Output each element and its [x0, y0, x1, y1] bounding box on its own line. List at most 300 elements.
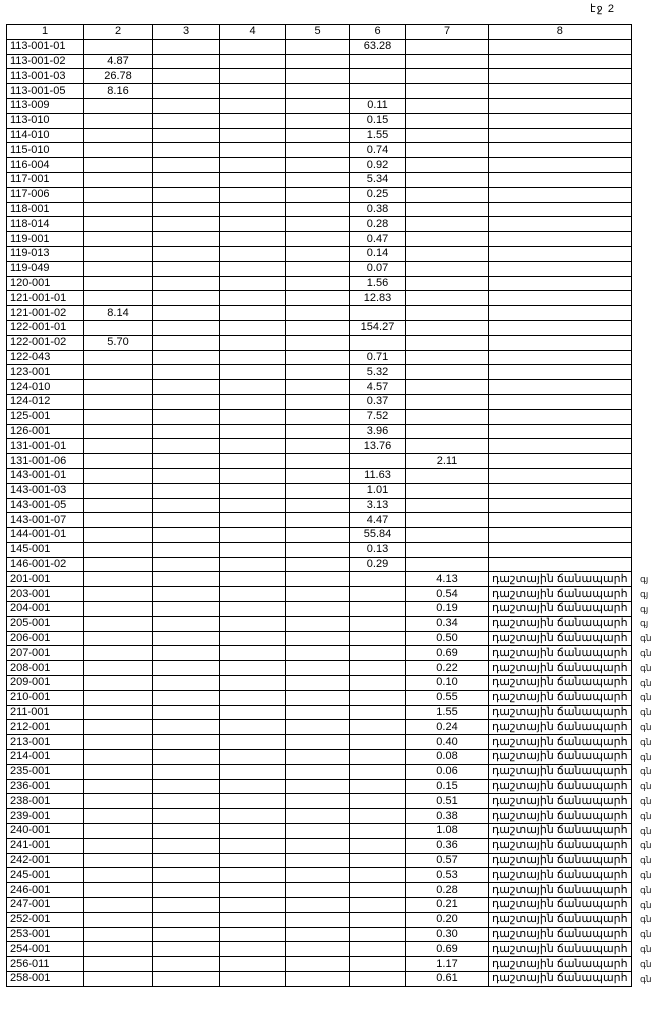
table-cell-col2	[84, 468, 153, 483]
table-cell-col6: 1.56	[350, 276, 406, 291]
table-cell-col1: 113-001-02	[7, 54, 84, 69]
table-cell-col2	[84, 735, 153, 750]
table-cell-col6	[350, 84, 406, 99]
table-cell-col7: 1.08	[406, 824, 489, 839]
table-cell-col3	[153, 158, 220, 173]
table-cell-col8: դաշտային ճանապարհ	[489, 631, 632, 646]
table-cell-col8: դաշտային ճանապարհ	[489, 616, 632, 631]
page-number-label: էջ 2	[590, 3, 615, 15]
table-cell-col3	[153, 853, 220, 868]
table-cell-col8	[489, 483, 632, 498]
table-cell-col2	[84, 838, 153, 853]
table-cell-col6	[350, 720, 406, 735]
table-cell-col3	[153, 350, 220, 365]
table-cell-col3	[153, 572, 220, 587]
table-cell-col7	[406, 172, 489, 187]
table-row	[7, 676, 632, 691]
table-cell-col7	[406, 187, 489, 202]
table-cell-col3	[153, 764, 220, 779]
table-cell-col5	[286, 439, 350, 454]
table-cell-col3	[153, 557, 220, 572]
table-cell-col2	[84, 750, 153, 765]
table-cell-col1: 206-001	[7, 631, 84, 646]
margin-mark: գն	[640, 825, 652, 836]
table-cell-col8	[489, 39, 632, 54]
table-cell-col5	[286, 542, 350, 557]
table-cell-col1: 121-001-01	[7, 291, 84, 306]
table-cell-col6: 0.28	[350, 217, 406, 232]
table-cell-col2	[84, 483, 153, 498]
table-cell-col4	[220, 128, 286, 143]
table-cell-col5	[286, 306, 350, 321]
table-cell-col3	[153, 172, 220, 187]
table-cell-col3	[153, 335, 220, 350]
table-cell-col6	[350, 335, 406, 350]
table-cell-col1: 113-001-05	[7, 84, 84, 99]
table-cell-col3	[153, 868, 220, 883]
table-cell-col1: 245-001	[7, 868, 84, 883]
table-cell-col3	[153, 365, 220, 380]
table-cell-col8: դաշտային ճանապարհ	[489, 646, 632, 661]
table-row	[7, 187, 632, 202]
table-cell-col5	[286, 690, 350, 705]
table-cell-col8	[489, 365, 632, 380]
table-cell-col2	[84, 246, 153, 261]
table-cell-col1: 121-001-02	[7, 306, 84, 321]
table-cell-col4	[220, 750, 286, 765]
table-cell-col4	[220, 838, 286, 853]
table-cell-col2	[84, 113, 153, 128]
table-cell-col5	[286, 350, 350, 365]
table-cell-col7	[406, 394, 489, 409]
table-cell-col7: 0.15	[406, 779, 489, 794]
table-cell-col3	[153, 113, 220, 128]
table-cell-col8: դաշտային ճանապարհ	[489, 927, 632, 942]
table-cell-col8	[489, 306, 632, 321]
table-cell-col4	[220, 39, 286, 54]
table-cell-col4	[220, 646, 286, 661]
table-cell-col3	[153, 39, 220, 54]
table-cell-col1: 123-001	[7, 365, 84, 380]
table-cell-col4	[220, 631, 286, 646]
table-cell-col3	[153, 143, 220, 158]
table-cell-col6	[350, 750, 406, 765]
table-cell-col4	[220, 542, 286, 557]
table-cell-col5	[286, 39, 350, 54]
table-cell-col6	[350, 957, 406, 972]
table-cell-col4	[220, 853, 286, 868]
table-cell-col7	[406, 202, 489, 217]
table-cell-col4	[220, 202, 286, 217]
table-cell-col3	[153, 927, 220, 942]
table-cell-col4	[220, 557, 286, 572]
table-cell-col7: 1.55	[406, 705, 489, 720]
table-cell-col2	[84, 764, 153, 779]
table-cell-col5	[286, 528, 350, 543]
table-cell-col6: 1.55	[350, 128, 406, 143]
table-cell-col6	[350, 764, 406, 779]
table-cell-col2	[84, 39, 153, 54]
table-cell-col7: 0.30	[406, 927, 489, 942]
table-cell-col5	[286, 232, 350, 247]
table-cell-col7: 0.28	[406, 883, 489, 898]
table-cell-col6: 154.27	[350, 320, 406, 335]
table-cell-col3	[153, 972, 220, 987]
table-cell-col4	[220, 350, 286, 365]
table-cell-col7: 2.11	[406, 454, 489, 469]
table-cell-col6: 0.11	[350, 98, 406, 113]
table-cell-col4	[220, 158, 286, 173]
table-cell-col8: դաշտային ճանապարհ	[489, 720, 632, 735]
column-header-1: 1	[7, 25, 84, 40]
table-cell-col6: 63.28	[350, 39, 406, 54]
table-cell-col3	[153, 809, 220, 824]
table-cell-col1: 211-001	[7, 705, 84, 720]
table-cell-col1: 240-001	[7, 824, 84, 839]
table-cell-col4	[220, 291, 286, 306]
table-cell-col8	[489, 528, 632, 543]
table-row	[7, 972, 632, 987]
table-row	[7, 439, 632, 454]
table-cell-col1: 235-001	[7, 764, 84, 779]
table-cell-col6	[350, 824, 406, 839]
table-cell-col2	[84, 276, 153, 291]
table-cell-col1: 143-001-03	[7, 483, 84, 498]
table-cell-col3	[153, 824, 220, 839]
table-cell-col7	[406, 84, 489, 99]
table-cell-col4	[220, 54, 286, 69]
margin-mark: գն	[640, 647, 652, 658]
table-cell-col2	[84, 128, 153, 143]
table-cell-col8: դաշտային ճանապարհ	[489, 972, 632, 987]
table-cell-col2: 5.70	[84, 335, 153, 350]
table-cell-col8	[489, 202, 632, 217]
table-cell-col4	[220, 483, 286, 498]
margin-mark: գն	[640, 677, 652, 688]
table-cell-col7: 0.34	[406, 616, 489, 631]
table-cell-col7	[406, 143, 489, 158]
table-cell-col2: 4.87	[84, 54, 153, 69]
table-cell-col3	[153, 261, 220, 276]
table-cell-col8: դաշտային ճանապարհ	[489, 942, 632, 957]
table-cell-col7	[406, 542, 489, 557]
table-row	[7, 217, 632, 232]
table-row	[7, 380, 632, 395]
table-cell-col1: 115-010	[7, 143, 84, 158]
table-row	[7, 868, 632, 883]
table-cell-col5	[286, 676, 350, 691]
table-cell-col6	[350, 868, 406, 883]
table-cell-col3	[153, 98, 220, 113]
table-cell-col1: 125-001	[7, 409, 84, 424]
table-row	[7, 261, 632, 276]
table-row	[7, 335, 632, 350]
table-cell-col6	[350, 616, 406, 631]
table-cell-col6	[350, 69, 406, 84]
table-cell-col6	[350, 54, 406, 69]
table-cell-col1: 247-001	[7, 898, 84, 913]
margin-mark: գն	[640, 973, 652, 984]
table-row	[7, 143, 632, 158]
table-cell-col3	[153, 187, 220, 202]
table-row	[7, 172, 632, 187]
table-cell-col8: դաշտային ճանապարհ	[489, 750, 632, 765]
table-cell-col6: 55.84	[350, 528, 406, 543]
table-cell-col7	[406, 498, 489, 513]
table-cell-col7: 0.24	[406, 720, 489, 735]
table-cell-col4	[220, 98, 286, 113]
table-cell-col3	[153, 380, 220, 395]
table-cell-col7	[406, 113, 489, 128]
table-cell-col4	[220, 113, 286, 128]
table-cell-col5	[286, 217, 350, 232]
table-cell-col8	[489, 54, 632, 69]
table-row	[7, 912, 632, 927]
table-cell-col2	[84, 927, 153, 942]
table-cell-col7	[406, 439, 489, 454]
table-cell-col4	[220, 616, 286, 631]
table-cell-col5	[286, 646, 350, 661]
table-cell-col2	[84, 454, 153, 469]
table-cell-col4	[220, 498, 286, 513]
table-cell-col2: 8.16	[84, 84, 153, 99]
table-cell-col4	[220, 942, 286, 957]
table-cell-col5	[286, 498, 350, 513]
table-cell-col2	[84, 158, 153, 173]
table-cell-col6	[350, 853, 406, 868]
table-cell-col4	[220, 794, 286, 809]
table-cell-col8: դաշտային ճանապարհ	[489, 853, 632, 868]
table-row	[7, 498, 632, 513]
table-cell-col3	[153, 498, 220, 513]
table-cell-col2	[84, 779, 153, 794]
table-row	[7, 69, 632, 84]
table-cell-col4	[220, 513, 286, 528]
table-cell-col4	[220, 217, 286, 232]
table-cell-col6	[350, 809, 406, 824]
table-cell-col8	[489, 439, 632, 454]
table-cell-col3	[153, 306, 220, 321]
table-row	[7, 927, 632, 942]
table-row	[7, 572, 632, 587]
table-cell-col5	[286, 291, 350, 306]
table-cell-col3	[153, 394, 220, 409]
table-cell-col2	[84, 439, 153, 454]
table-cell-col4	[220, 705, 286, 720]
table-cell-col6: 3.96	[350, 424, 406, 439]
table-cell-col4	[220, 735, 286, 750]
table-cell-col6	[350, 942, 406, 957]
table-cell-col1: 122-001-02	[7, 335, 84, 350]
table-cell-col2	[84, 690, 153, 705]
table-cell-col1: 144-001-01	[7, 528, 84, 543]
table-cell-col1: 119-013	[7, 246, 84, 261]
table-cell-col6	[350, 735, 406, 750]
table-row	[7, 602, 632, 617]
table-cell-col5	[286, 128, 350, 143]
table-cell-col2	[84, 528, 153, 543]
table-cell-col1: 118-001	[7, 202, 84, 217]
table-cell-col6	[350, 602, 406, 617]
table-row	[7, 542, 632, 557]
margin-mark: գն	[640, 884, 652, 895]
table-cell-col2	[84, 172, 153, 187]
table-cell-col1: 252-001	[7, 912, 84, 927]
table-cell-col3	[153, 232, 220, 247]
table-cell-col3	[153, 942, 220, 957]
table-row	[7, 750, 632, 765]
margin-mark: գն	[640, 781, 652, 792]
table-cell-col1: 256-011	[7, 957, 84, 972]
table-cell-col8	[489, 232, 632, 247]
table-cell-col3	[153, 409, 220, 424]
table-cell-col8	[489, 128, 632, 143]
table-cell-col5	[286, 276, 350, 291]
table-cell-col1: 254-001	[7, 942, 84, 957]
table-cell-col4	[220, 912, 286, 927]
table-cell-col5	[286, 602, 350, 617]
table-cell-col4	[220, 779, 286, 794]
margin-mark: գն	[640, 662, 652, 673]
table-cell-col5	[286, 927, 350, 942]
table-cell-col4	[220, 261, 286, 276]
table-cell-col7	[406, 98, 489, 113]
table-cell-col8	[489, 350, 632, 365]
table-cell-col8	[489, 468, 632, 483]
table-cell-col4	[220, 957, 286, 972]
table-cell-col6: 5.34	[350, 172, 406, 187]
table-cell-col8	[489, 143, 632, 158]
table-row	[7, 276, 632, 291]
table-cell-col8	[489, 261, 632, 276]
table-cell-col3	[153, 957, 220, 972]
table-cell-col8	[489, 557, 632, 572]
margin-mark: գն	[640, 869, 652, 880]
table-cell-col3	[153, 128, 220, 143]
table-cell-col4	[220, 764, 286, 779]
table-cell-col6	[350, 631, 406, 646]
table-cell-col3	[153, 794, 220, 809]
table-cell-col8	[489, 84, 632, 99]
table-cell-col5	[286, 779, 350, 794]
table-cell-col7: 0.19	[406, 602, 489, 617]
table-cell-col5	[286, 380, 350, 395]
table-cell-col8	[489, 217, 632, 232]
table-cell-col7: 0.20	[406, 912, 489, 927]
margin-mark: գն	[640, 943, 652, 954]
table-cell-col2	[84, 365, 153, 380]
table-cell-col1: 201-001	[7, 572, 84, 587]
table-cell-col8	[489, 380, 632, 395]
table-cell-col3	[153, 320, 220, 335]
table-cell-col4	[220, 898, 286, 913]
table-cell-col3	[153, 542, 220, 557]
table-cell-col7: 0.50	[406, 631, 489, 646]
table-cell-col2	[84, 513, 153, 528]
table-row	[7, 898, 632, 913]
table-cell-col2	[84, 261, 153, 276]
table-cell-col2	[84, 143, 153, 158]
table-cell-col1: 143-001-07	[7, 513, 84, 528]
table-cell-col2	[84, 409, 153, 424]
table-cell-col8	[489, 424, 632, 439]
table-cell-col1: 207-001	[7, 646, 84, 661]
table-cell-col3	[153, 616, 220, 631]
table-cell-col7	[406, 261, 489, 276]
margin-mark: գն	[640, 707, 652, 718]
table-body	[7, 39, 632, 986]
table-cell-col4	[220, 720, 286, 735]
table-cell-col6: 0.13	[350, 542, 406, 557]
table-cell-col1: 214-001	[7, 750, 84, 765]
table-cell-col7: 0.36	[406, 838, 489, 853]
margin-mark: գն	[640, 855, 652, 866]
table-cell-col2	[84, 217, 153, 232]
table-cell-col5	[286, 69, 350, 84]
table-cell-col6: 0.92	[350, 158, 406, 173]
table-cell-col6	[350, 572, 406, 587]
table-row	[7, 705, 632, 720]
table-cell-col4	[220, 809, 286, 824]
table-cell-col5	[286, 942, 350, 957]
table-cell-col6	[350, 676, 406, 691]
table-cell-col2	[84, 380, 153, 395]
table-cell-col5	[286, 394, 350, 409]
table-cell-col6: 4.57	[350, 380, 406, 395]
table-cell-col7	[406, 246, 489, 261]
table-cell-col1: 212-001	[7, 720, 84, 735]
table-cell-col3	[153, 69, 220, 84]
table-row	[7, 646, 632, 661]
table-cell-col7: 0.40	[406, 735, 489, 750]
table-cell-col4	[220, 528, 286, 543]
table-cell-col2	[84, 631, 153, 646]
table-cell-col8: դաշտային ճանապարհ	[489, 838, 632, 853]
column-header-5: 5	[286, 25, 350, 40]
table-row	[7, 528, 632, 543]
table-cell-col1: 143-001-05	[7, 498, 84, 513]
table-cell-col3	[153, 602, 220, 617]
table-row	[7, 483, 632, 498]
table-cell-col4	[220, 187, 286, 202]
table-row	[7, 513, 632, 528]
table-cell-col4	[220, 246, 286, 261]
table-cell-col7: 0.22	[406, 661, 489, 676]
table-cell-col2	[84, 602, 153, 617]
table-cell-col3	[153, 838, 220, 853]
table-cell-col4	[220, 676, 286, 691]
table-row	[7, 957, 632, 972]
table-cell-col6: 0.15	[350, 113, 406, 128]
table-cell-col2	[84, 957, 153, 972]
table-cell-col5	[286, 631, 350, 646]
table-cell-col3	[153, 631, 220, 646]
table-cell-col8: դաշտային ճանապարհ	[489, 572, 632, 587]
column-header-6: 6	[350, 25, 406, 40]
table-cell-col2	[84, 542, 153, 557]
table-cell-col4	[220, 276, 286, 291]
table-row	[7, 587, 632, 602]
table-row	[7, 202, 632, 217]
table-cell-col5	[286, 172, 350, 187]
table-cell-col4	[220, 868, 286, 883]
table-cell-col6	[350, 454, 406, 469]
table-row	[7, 424, 632, 439]
margin-mark: գն	[640, 929, 652, 940]
table-cell-col8: դաշտային ճանապարհ	[489, 661, 632, 676]
table-cell-col2	[84, 972, 153, 987]
table-cell-col1: 119-049	[7, 261, 84, 276]
